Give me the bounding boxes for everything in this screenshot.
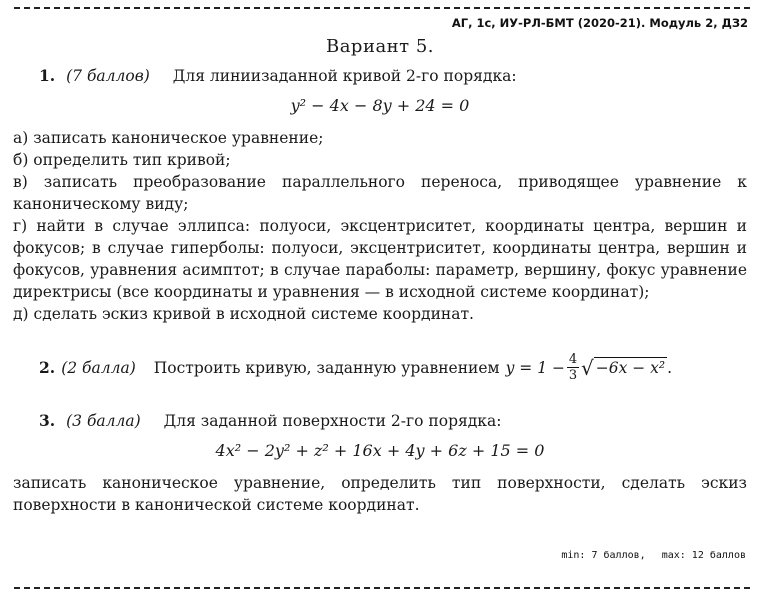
task-2-tail: .	[667, 358, 673, 377]
task-2	[13, 352, 747, 383]
sqrt-radicand: −6x − x²	[595, 359, 666, 377]
task-1-item-d: г) найти в случае эллипса: полуоси, эксцентриситет, координаты центра, вершин и фокусов; в случае гиперболы: полуоси, эксцентриситет, координаты центра, вершин и фокусов, уравнения асимптот; в случае параболы: параметр, вершину, фокус уравнение директрисы (все координаты и уравнения — в исходной системе координат);	[13, 217, 747, 301]
task-1-number: 1.	[39, 66, 56, 85]
task-2-formula-lhs: y = 1 −	[505, 358, 565, 377]
sqrt-sign: √	[581, 356, 594, 380]
task-1-item-a: а) записать каноническое уравнение;	[13, 129, 324, 147]
task-3-formula: 4x² − 2y² + z² + 16x + 4y + 6z + 15 = 0	[215, 441, 545, 460]
task-1-item-c: в) записать преобразование параллельного переноса, приводящее уравнение к каноническому виду;	[13, 173, 747, 213]
variant-title: Вариант 5.	[325, 36, 435, 57]
task-1-item-b: б) определить тип кривой;	[13, 151, 231, 169]
task-3-number: 3.	[39, 411, 56, 430]
top-dashed-rule	[14, 7, 750, 9]
task-1	[13, 65, 747, 325]
task-2-fraction	[567, 352, 579, 383]
task-3-intro: Для заданной поверхности 2-го порядка:	[163, 412, 502, 430]
task-1-heading	[13, 65, 747, 87]
task-3-heading	[13, 410, 747, 432]
task-2-number: 2.	[39, 357, 56, 377]
task-3-points: (3 балла)	[66, 412, 141, 430]
task-2-sqrt	[581, 357, 667, 378]
task-2-text: Построить кривую, заданную уравнением	[153, 358, 500, 377]
fraction-numerator: 4	[568, 352, 578, 367]
fraction-denominator: 3	[568, 368, 578, 383]
task-2-points: (2 балла)	[61, 358, 136, 377]
task-1-formula: y² − 4x − 8y + 24 = 0	[290, 96, 470, 115]
task-3-text: записать каноническое уравнение, определить тип поверхности, сделать эскиз поверхности в канонической системе координат.	[13, 474, 747, 514]
bottom-dashed-rule	[14, 587, 750, 589]
course-meta: АГ, 1с, ИУ-РЛ-БМТ (2020-21). Модуль 2, ДЗ2	[451, 16, 748, 30]
score-max: max: 12 баллов	[661, 550, 746, 561]
task-2-heading	[13, 352, 747, 383]
task-1-intro: Для линиизаданной кривой 2-го порядка:	[172, 67, 517, 85]
task-1-points: (7 баллов)	[66, 67, 150, 85]
task-1-item-e: д) сделать эскиз кривой в исходной системе координат.	[13, 305, 474, 323]
score-min: min: 7 баллов,	[561, 550, 646, 561]
task-3	[13, 410, 747, 516]
score-range	[551, 550, 746, 561]
